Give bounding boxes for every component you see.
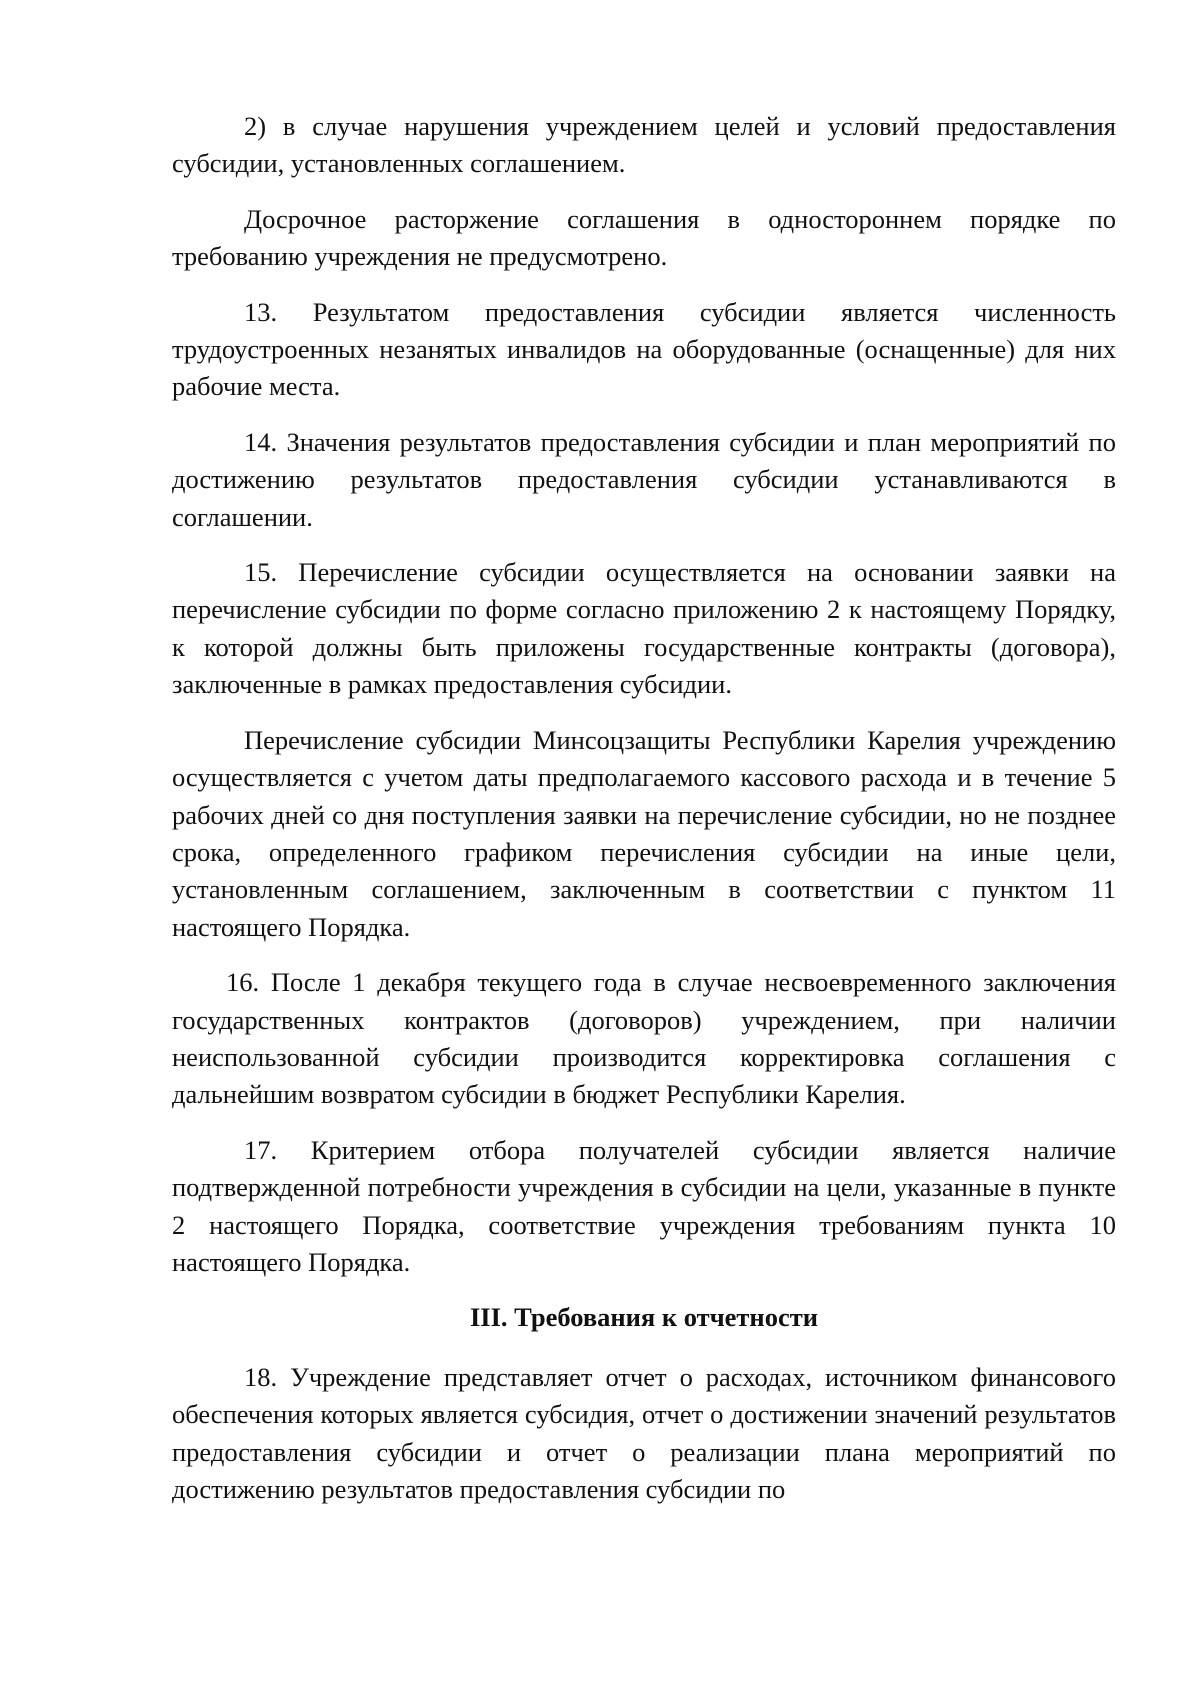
paragraph-16: 16. После 1 декабря текущего года в случае несвоевременного заключения государственных контрактов (договоров) учреждением, при наличии неиспользованной субсидии производится корректировка соглашения с дальнейшим возвратом субсидии в бюджет Республики Карелия. xyxy=(172,967,1116,1110)
section-heading: III. Требования к отчетности xyxy=(469,1302,818,1333)
document-body xyxy=(172,108,1116,1526)
paragraph-15: 15. Перечисление субсидии осуществляется на основании заявки на перечисление субсидии по форме согласно приложению 2 к настоящему Порядку, к которой должны быть приложены государственные контракты (договора), заключенные в рамках предоставления субсидии. xyxy=(172,557,1116,700)
paragraph-15-transfer: Перечисление субсидии Минсоцзащиты Республики Карелия учреждению осуществляется с учетом даты предполагаемого кассового расхода и в течение 5 рабочих дней со дня поступления заявки на перечисление субсидии, но не позднее срока, определенного графиком перечисления субсидии на иные цели, установленным соглашением, заключенным в соответствии с пунктом 11 настоящего Порядка. xyxy=(172,724,1116,942)
paragraph-18: 18. Учреждение представляет отчет о расходах, источником финансового обеспечения которых является субсидия, отчет о достижении значений результатов предоставления субсидии и отчет о реализации плана мероприятий по достижению результатов предоставления субсидии по xyxy=(172,1361,1116,1504)
paragraph-13: 13. Результатом предоставления субсидии является численность трудоустроенных незанятых инвалидов на оборудованные (оснащенные) для них рабочие места. xyxy=(172,296,1116,402)
paragraph-termination-case-2: 2) в случае нарушения учреждением целей и условий предоставления субсидии, установленных соглашением. xyxy=(172,111,1116,179)
paragraph-17: 17. Критерием отбора получателей субсидии является наличие подтвержденной потребности учреждения в субсидии на цели, указанные в пункте 2 настоящего Порядка, соответствие учреждения требованиям пункта 10 настоящего Порядка. xyxy=(172,1134,1116,1277)
paragraph-14: 14. Значения результатов предоставления субсидии и план мероприятий по достижению результатов предоставления субсидии устанавливаются в соглашении. xyxy=(172,426,1116,532)
paragraph-early-termination: Досрочное расторжение соглашения в одностороннем порядке по требованию учреждения не предусмотрено. xyxy=(172,203,1116,272)
